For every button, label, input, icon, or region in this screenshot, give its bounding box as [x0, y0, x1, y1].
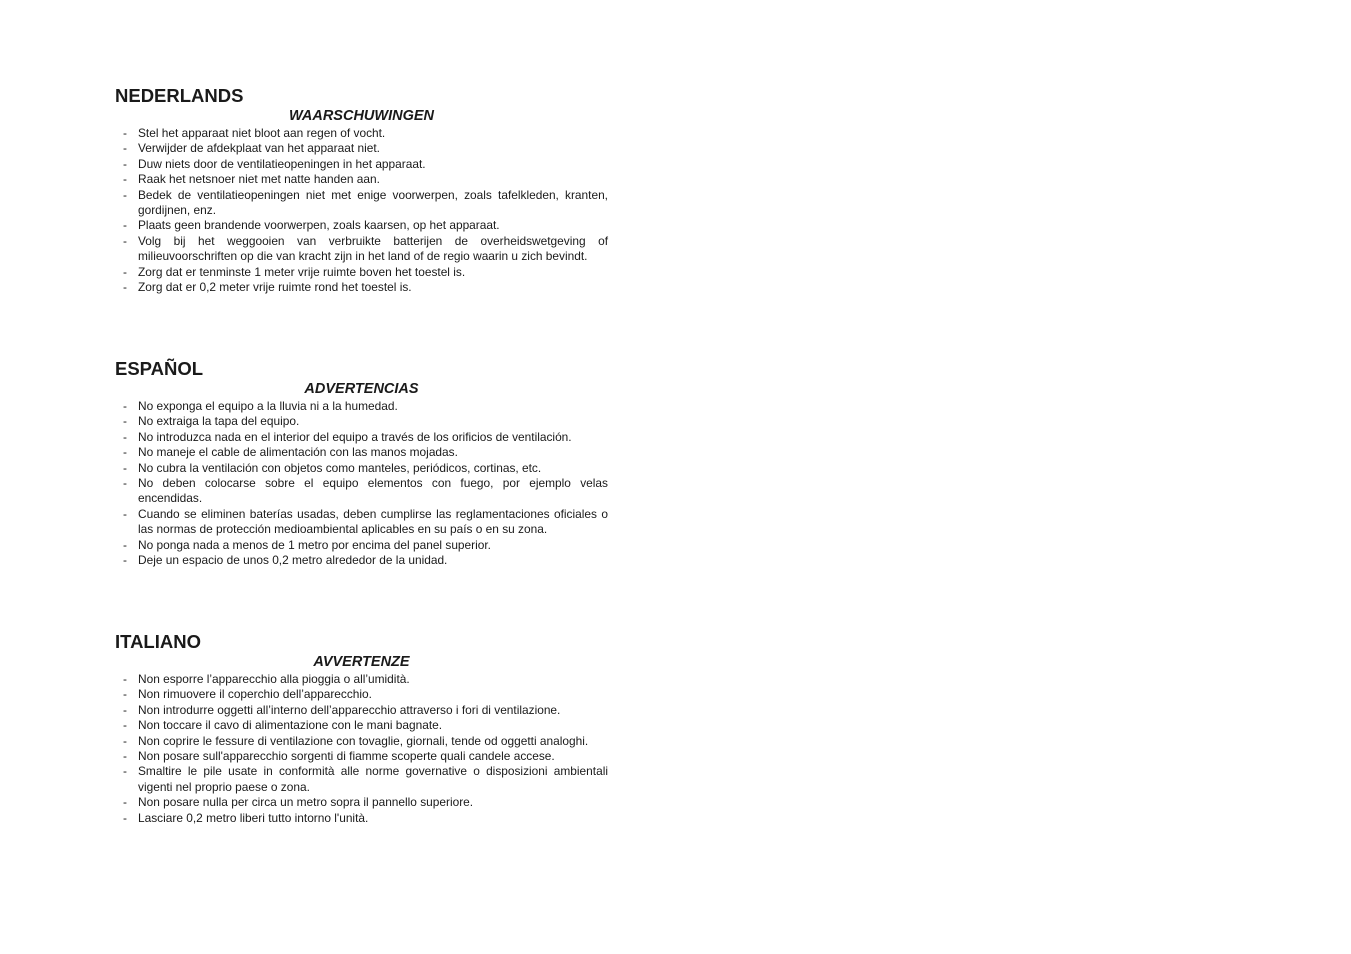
bullet-dash: - [123, 810, 127, 825]
warning-text: No exponga el equipo a la lluvia ni a la humedad. [138, 399, 398, 413]
bullet-dash: - [123, 264, 127, 279]
warning-item [115, 734, 608, 749]
bullet-dash: - [123, 218, 127, 233]
bullet-dash: - [123, 749, 127, 764]
warning-item [115, 430, 608, 445]
warning-item [115, 476, 608, 507]
warning-text: No introduzca nada en el interior del equipo a través de los orificios de ventilación. [138, 429, 572, 444]
warning-item [115, 399, 608, 414]
bullet-dash: - [123, 141, 127, 156]
warning-item [115, 672, 608, 687]
warning-item [115, 157, 608, 172]
bullet-dash: - [123, 733, 127, 748]
warning-text: No deben colocarse sobre el equipo elementos con fuego, por ejemplo velas encendidas. [138, 476, 608, 506]
warning-text: Non coprire le fessure di ventilazione con tovaglie, giornali, tende od oggetti analoghi. [138, 733, 589, 748]
bullet-dash: - [123, 399, 127, 413]
warning-text: Non posare nulla per circa un metro sopra il pannello superiore. [138, 795, 474, 810]
section-nederlands [115, 85, 608, 295]
bullet-dash: - [123, 414, 127, 429]
warning-item [115, 718, 608, 733]
warning-text: Non toccare il cavo di alimentazione con le mani bagnate. [138, 718, 443, 733]
bullet-dash: - [123, 795, 127, 810]
warning-item [115, 764, 608, 795]
warning-text: Volg bij het weggooien van verbruikte batterijen de overheidswetgeving of milieuvoorschriften op die van kracht zijn in het land of de regio waarin u zich bevindt. [138, 233, 608, 264]
section-espanol [115, 358, 608, 568]
warning-text: Zorg dat er 0,2 meter vrije ruimte rond het toestel is. [138, 280, 412, 295]
warning-text: Non rimuovere il coperchio dell’apparecchio. [138, 687, 372, 702]
warning-item [115, 218, 608, 233]
warning-item [115, 234, 608, 265]
language-title: ITALIANO [115, 631, 201, 652]
warning-item [115, 553, 608, 568]
warning-item [115, 172, 608, 187]
warnings-list [115, 672, 608, 826]
language-title: NEDERLANDS [115, 85, 244, 106]
warning-text: No ponga nada a menos de 1 metro por encima del panel superior. [138, 537, 491, 552]
warning-text: Plaats geen brandende voorwerpen, zoals kaarsen, op het apparaat. [138, 218, 500, 233]
warning-text: Non posare sull'apparecchio sorgenti di fiamme scoperte quali candele accese. [138, 749, 555, 764]
warning-item [115, 687, 608, 702]
warning-text: Non esporre l’apparecchio alla pioggia o all’umidità. [138, 672, 410, 686]
bullet-dash: - [123, 476, 127, 491]
warning-text: Duw niets door de ventilatieopeningen in het apparaat. [138, 156, 426, 171]
warning-text: Non introdurre oggetti all’interno dell’apparecchio attraverso i fori di ventilazione. [138, 702, 561, 717]
bullet-dash: - [123, 233, 127, 248]
warning-item [115, 141, 608, 156]
warnings-heading: ADVERTENCIAS [304, 381, 419, 397]
warning-item [115, 703, 608, 718]
warning-text: Verwijder de afdekplaat van het apparaat niet. [138, 141, 380, 156]
bullet-dash: - [123, 445, 127, 460]
warning-text: No maneje el cable de alimentación con las manos mojadas. [138, 445, 458, 460]
bullet-dash: - [123, 126, 127, 140]
section-italiano [115, 631, 608, 826]
bullet-dash: - [123, 687, 127, 702]
warning-text: Smaltire le pile usate in conformità alle norme governative o disposizioni ambientali vigenti nel proprio paese o zona. [138, 764, 608, 794]
bullet-dash: - [123, 172, 127, 187]
warning-item [115, 749, 608, 764]
warning-item [115, 188, 608, 219]
warning-item [115, 126, 608, 141]
warnings-heading: AVVERTENZE [313, 654, 410, 670]
warning-text: Raak het netsnoer niet met natte handen aan. [138, 172, 380, 187]
warning-text: Deje un espacio de unos 0,2 metro alrededor de la unidad. [138, 553, 448, 568]
warning-text: No extraiga la tapa del equipo. [138, 414, 300, 429]
warning-text: Lasciare 0,2 metro liberi tutto intorno l'unità. [138, 810, 369, 825]
warning-item [115, 445, 608, 460]
warning-item [115, 538, 608, 553]
bullet-dash: - [123, 156, 127, 171]
warning-item [115, 795, 608, 810]
bullet-dash: - [123, 764, 127, 779]
bullet-dash: - [123, 280, 127, 295]
warning-item [115, 811, 608, 826]
warning-text: Cuando se eliminen baterías usadas, deben cumplirse las reglamentaciones oficiales o las normas de protección medioambiental aplicables en su país o en su zona. [138, 506, 608, 537]
bullet-dash: - [123, 702, 127, 717]
language-title: ESPAÑOL [115, 358, 204, 379]
warning-text: No cubra la ventilación con objetos como manteles, periódicos, cortinas, etc. [138, 460, 542, 475]
warnings-list [115, 399, 608, 568]
warning-text: Stel het apparaat niet bloot aan regen of vocht. [138, 126, 386, 140]
warnings-list [115, 126, 608, 295]
bullet-dash: - [123, 672, 127, 686]
warning-item [115, 507, 608, 538]
bullet-dash: - [123, 460, 127, 475]
bullet-dash: - [123, 537, 127, 552]
warning-text: Zorg dat er tenminste 1 meter vrije ruimte boven het toestel is. [138, 264, 466, 279]
warning-item [115, 461, 608, 476]
warning-item [115, 265, 608, 280]
bullet-dash: - [123, 187, 127, 202]
warning-text: Bedek de ventilatieopeningen niet met enige voorwerpen, zoals tafelkleden, kranten, gordijnen, enz. [138, 187, 608, 218]
bullet-dash: - [123, 718, 127, 733]
bullet-dash: - [123, 429, 127, 444]
warning-item [115, 280, 608, 295]
warning-item [115, 414, 608, 429]
bullet-dash: - [123, 506, 127, 521]
bullet-dash: - [123, 553, 127, 568]
warnings-heading: WAARSCHUWINGEN [289, 108, 434, 124]
